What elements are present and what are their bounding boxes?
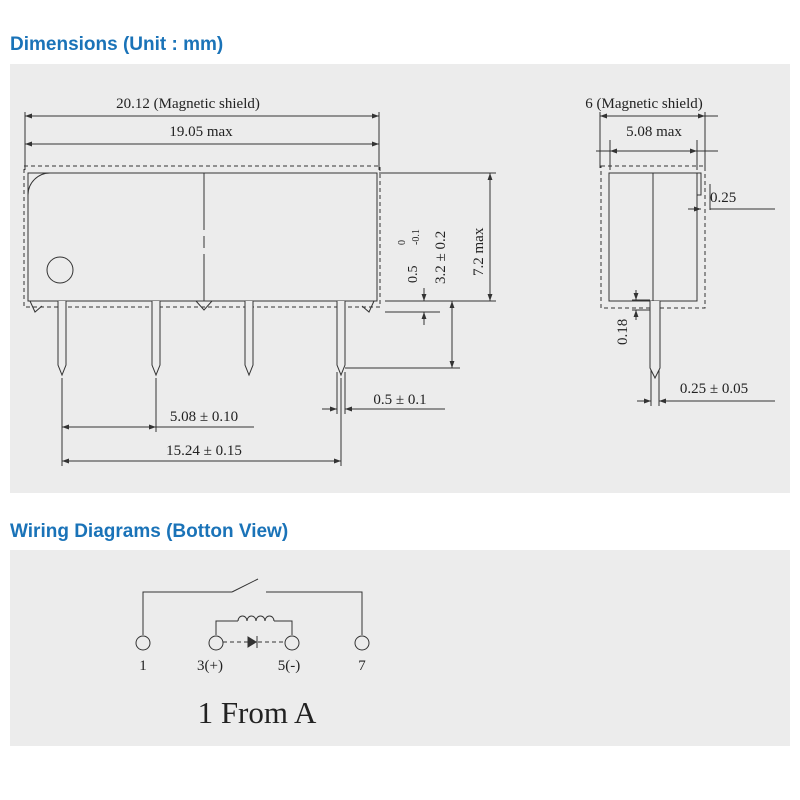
- terminal-circle: [209, 636, 223, 650]
- contact-wire-left: [143, 592, 232, 635]
- terminal-circle: [285, 636, 299, 650]
- switch-contact: [232, 579, 258, 592]
- pin: [58, 301, 66, 375]
- pin-length-label: 3.2 ± 0.2: [433, 230, 449, 284]
- pin-width-label: 0.5 ± 0.1: [373, 392, 427, 408]
- side-view: [585, 96, 775, 406]
- wiring-heading: Wiring Diagrams (Botton View): [10, 521, 289, 542]
- offset-tol-upper: 0: [397, 240, 408, 245]
- front-view: [24, 96, 496, 466]
- height-label: 7.2 max: [471, 227, 487, 276]
- offset-tol-lower: -0.1: [411, 229, 422, 245]
- pin-pitch-label: 5.08 ± 0.10: [169, 409, 239, 425]
- pin-label: 5(-): [277, 658, 301, 674]
- pin: [152, 301, 160, 375]
- pin-label: 1: [139, 658, 147, 674]
- relay-body: [28, 173, 377, 301]
- standoff-label: 0.18: [615, 318, 631, 345]
- magnetic-shield-outline: [24, 166, 380, 307]
- diode-triangle: [248, 637, 256, 647]
- wiring-diagram: [136, 579, 369, 730]
- pin-thickness-label: 0.25 ± 0.05: [679, 381, 749, 397]
- dimensions-heading: Dimensions (Unit : mm): [10, 34, 224, 55]
- body-depth-label: 5.08 max: [626, 124, 682, 140]
- offset-label: 0.5: [406, 265, 421, 283]
- terminal-circle: [355, 636, 369, 650]
- pin-label: 3(+): [197, 658, 223, 674]
- shield-thickness-label: 0.25: [710, 190, 737, 206]
- bottom-notch: [196, 301, 212, 310]
- coil-symbol: [238, 616, 274, 621]
- body-width-label: 19.05 max: [169, 124, 233, 140]
- front-pins: [58, 301, 345, 375]
- contact-form-label: 1 From A: [197, 695, 317, 730]
- pin1-marker-circle: [47, 257, 73, 283]
- pin-label: 7: [358, 658, 366, 674]
- shield-width-label: 20.12 (Magnetic shield): [116, 96, 260, 112]
- side-pin: [650, 301, 660, 378]
- pin: [337, 301, 345, 375]
- contact-wire-right: [266, 592, 362, 635]
- shield-depth-label: 6 (Magnetic shield): [585, 96, 703, 112]
- pin-span-label: 15.24 ± 0.15: [166, 443, 242, 459]
- pin: [245, 301, 253, 375]
- terminal-circle: [136, 636, 150, 650]
- corner-arc: [28, 173, 50, 195]
